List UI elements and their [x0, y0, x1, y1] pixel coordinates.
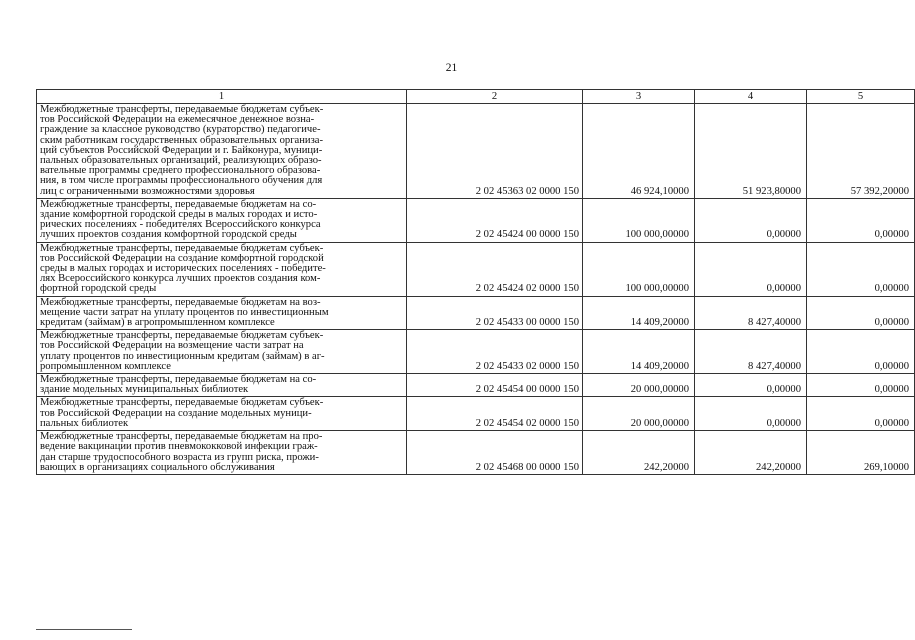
budget-classification-code: 2 02 45424 02 0000 150 [407, 242, 583, 296]
description-line: Межбюджетные трансферты, передаваемые бюджетам на воз- [40, 296, 321, 308]
description-line: ведение вакцинации против пневмококковой инфекции граж- [40, 441, 318, 453]
page-number: 21 [445, 62, 458, 74]
description-line: ния, в том числе программы профессионального обучения для [40, 175, 323, 187]
amount-column-4: 242,20000 [695, 431, 807, 475]
amount-column-4: 0,00000 [695, 242, 807, 296]
amount-column-5: 0,00000 [807, 198, 915, 242]
amount-column-4: 0,00000 [695, 397, 807, 431]
row-description [37, 330, 407, 374]
amount-column-3: 242,20000 [583, 431, 695, 475]
description-line: граждение за классное руководство (кураторство) педагогиче- [40, 124, 321, 136]
row-description [37, 296, 407, 330]
description-line: здание модельных муниципальных библиотек [40, 384, 249, 396]
budget-classification-code: 2 02 45433 00 0000 150 [407, 296, 583, 330]
column-header-3: 3 [583, 90, 695, 104]
description-line: мещение части затрат на уплату процентов по инвестиционным [40, 306, 329, 318]
description-line: вающих в организациях социального обслуживания [40, 461, 275, 473]
row-description [37, 242, 407, 296]
description-line: ций субъектов Российской Федерации и г. Байконура, муници- [40, 144, 323, 156]
description-line: здание комфортной городской среды в малых городах и исто- [40, 209, 318, 221]
amount-column-5: 269,10000 [807, 431, 915, 475]
column-header-4: 4 [695, 90, 807, 104]
description-line: Межбюджетные трансферты, передаваемые бюджетам субъек- [40, 242, 324, 254]
table-row [37, 104, 915, 199]
description-line: вательные программы среднего профессионального образова- [40, 165, 321, 177]
budget-classification-code: 2 02 45424 00 0000 150 [407, 198, 583, 242]
footnote-divider [36, 629, 132, 630]
table-row [37, 330, 915, 374]
amount-column-3: 100 000,00000 [583, 198, 695, 242]
description-line: тов Российской Федерации на ежемесячное денежное возна- [40, 114, 315, 126]
amount-column-5: 0,00000 [807, 330, 915, 374]
description-line: Межбюджетные трансферты, передаваемые бюджетам на про- [40, 431, 323, 443]
amount-column-4: 51 923,80000 [695, 104, 807, 199]
table-row [37, 431, 915, 475]
description-line: тов Российской Федерации на создание комфортной городской [40, 252, 324, 264]
amount-column-4: 0,00000 [695, 198, 807, 242]
description-line: лях Всероссийского конкурса лучших проектов создания ком- [40, 273, 321, 285]
description-line: дан старше трудоспособного возраста из групп риска, прожи- [40, 451, 319, 463]
row-description [37, 397, 407, 431]
amount-column-3: 20 000,00000 [583, 397, 695, 431]
column-header-2: 2 [407, 90, 583, 104]
row-description [37, 198, 407, 242]
table-row [37, 397, 915, 431]
amount-column-5: 57 392,20000 [807, 104, 915, 199]
amount-column-4: 8 427,40000 [695, 296, 807, 330]
table-header-row [37, 90, 915, 104]
description-line: рических поселениях - победителях Всероссийского конкурса [40, 219, 321, 231]
amount-column-3: 20 000,00000 [583, 374, 695, 397]
budget-classification-code: 2 02 45454 02 0000 150 [407, 397, 583, 431]
description-line: пальных библиотек [40, 417, 129, 429]
amount-column-3: 100 000,00000 [583, 242, 695, 296]
amount-column-5: 0,00000 [807, 397, 915, 431]
description-line: лиц с ограниченными возможностями здоровья [40, 185, 255, 197]
budget-classification-code: 2 02 45433 02 0000 150 [407, 330, 583, 374]
table-row [37, 242, 915, 296]
description-line: фортной городской среды [40, 283, 157, 295]
amount-column-5: 0,00000 [807, 242, 915, 296]
amount-column-3: 14 409,20000 [583, 330, 695, 374]
budget-classification-code: 2 02 45468 00 0000 150 [407, 431, 583, 475]
amount-column-3: 46 924,10000 [583, 104, 695, 199]
description-line: лучших проектов создания комфортной городской среды [40, 229, 297, 241]
amount-column-4: 0,00000 [695, 374, 807, 397]
table-row [37, 198, 915, 242]
description-line: Межбюджетные трансферты, передаваемые бюджетам субъек- [40, 104, 324, 115]
description-line: уплату процентов по инвестиционным кредитам (займам) в аг- [40, 350, 325, 362]
column-header-5: 5 [807, 90, 915, 104]
description-line: пальных образовательных организаций, реализующих образо- [40, 155, 322, 167]
description-line: ским работникам государственных образовательных организа- [40, 134, 323, 146]
amount-column-5: 0,00000 [807, 296, 915, 330]
description-line: тов Российской Федерации на создание модельных муници- [40, 407, 312, 419]
table-row [37, 296, 915, 330]
budget-table [36, 89, 915, 475]
row-description [37, 431, 407, 475]
description-line: Межбюджетные трансферты, передаваемые бюджетам субъек- [40, 397, 324, 409]
description-line: среды в малых городах и исторических поселениях - победите- [40, 263, 326, 275]
description-line: тов Российской Федерации на возмещение части затрат на [40, 340, 304, 352]
description-line: кредитам (займам) в агропромышленном комплексе [40, 317, 275, 329]
description-line: Межбюджетные трансферты, передаваемые бюджетам на со- [40, 374, 317, 386]
budget-classification-code: 2 02 45454 00 0000 150 [407, 374, 583, 397]
table-row [37, 374, 915, 397]
description-line: Межбюджетные трансферты, передаваемые бюджетам на со- [40, 198, 317, 210]
description-line: ропромышленном комплексе [40, 360, 171, 372]
column-header-1: 1 [37, 90, 407, 104]
row-description [37, 374, 407, 397]
amount-column-3: 14 409,20000 [583, 296, 695, 330]
amount-column-5: 0,00000 [807, 374, 915, 397]
description-line: Межбюджетные трансферты, передаваемые бюджетам субъек- [40, 330, 324, 342]
amount-column-4: 8 427,40000 [695, 330, 807, 374]
row-description [37, 104, 407, 199]
budget-classification-code: 2 02 45363 02 0000 150 [407, 104, 583, 199]
